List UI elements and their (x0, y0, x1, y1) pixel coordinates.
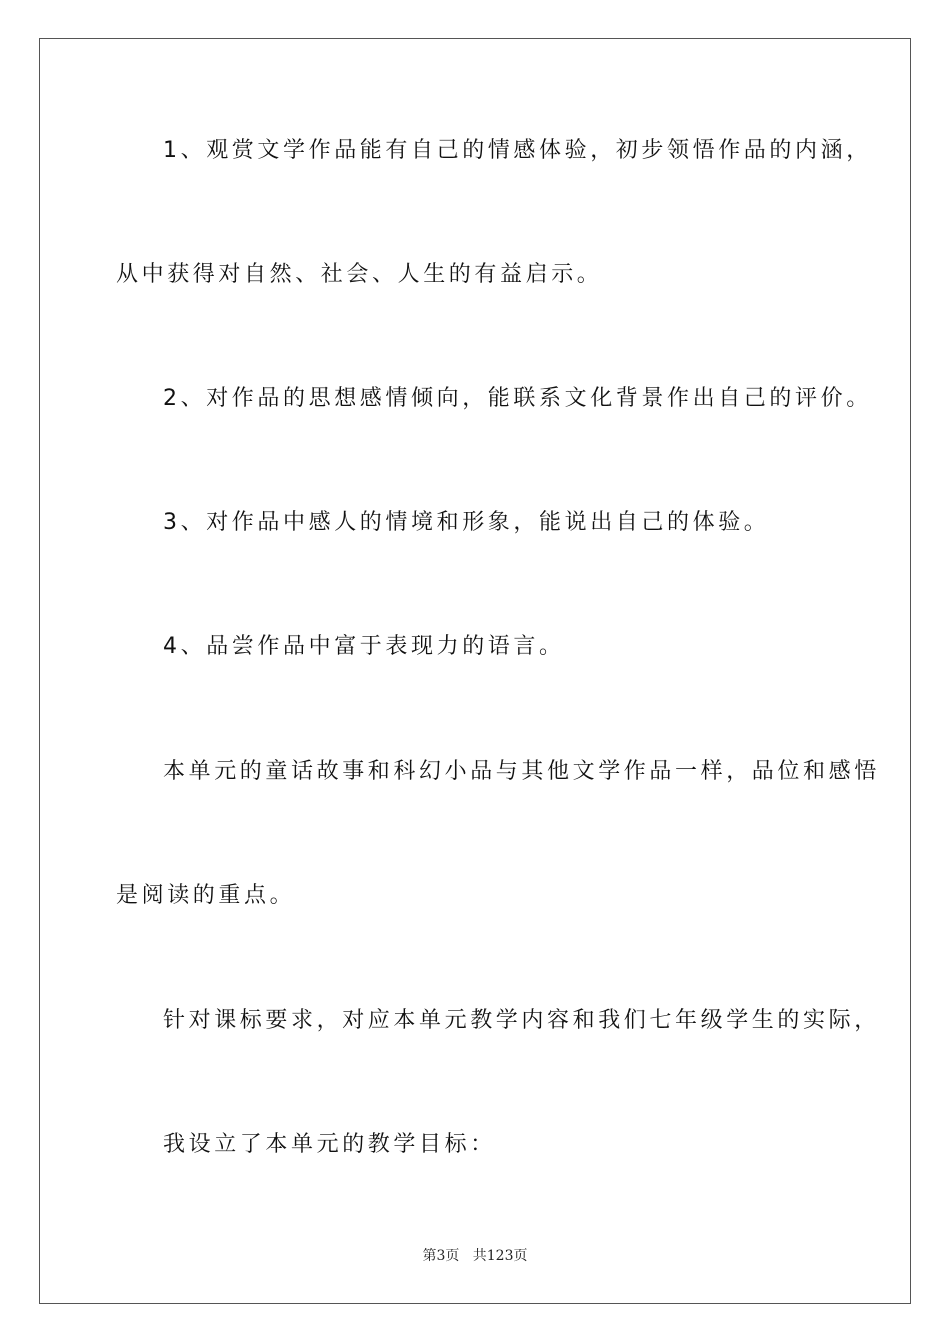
body-line-2: 从中获得对自然、社会、人生的有益启示。 (116, 262, 603, 287)
total-pages-label: 共123页 (472, 1248, 528, 1264)
body-line-7: 是阅读的重点。 (116, 883, 296, 908)
body-line-8: 针对课标要求，对应本单元教学内容和我们七年级学生的实际， (163, 1008, 880, 1033)
body-line-1: 1、观赏文学作品能有自己的情感体验，初步领悟作品的内涵， (163, 138, 872, 163)
current-page-label: 第3页 (422, 1248, 460, 1264)
page-footer (0, 1246, 950, 1266)
body-line-4: 3、对作品中感人的情境和形象，能说出自己的体验。 (163, 510, 770, 535)
body-line-9: 我设立了本单元的教学目标： (163, 1132, 496, 1157)
body-line-3: 2、对作品的思想感情倾向，能联系文化背景作出自己的评价。 (163, 386, 872, 411)
body-line-5: 4、品尝作品中富于表现力的语言。 (163, 634, 565, 659)
body-line-6: 本单元的童话故事和科幻小品与其他文学作品一样，品位和感悟 (163, 759, 880, 784)
page-frame (39, 38, 911, 1304)
